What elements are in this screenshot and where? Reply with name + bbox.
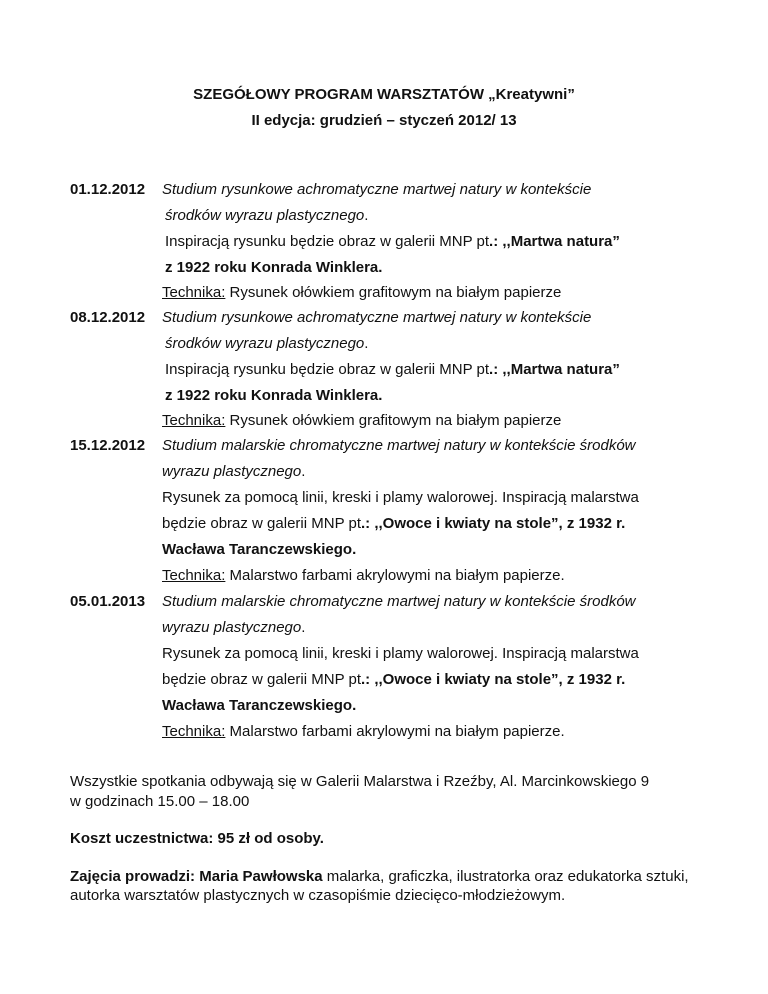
- entry-date: 01.12.2012: [70, 181, 146, 198]
- entry-theme-line1: Studium rysunkowe achromatyczne martwej natury w kontekście: [162, 309, 592, 326]
- document-title: SZEGÓŁOWY PROGRAM WARSZTATÓW „Kreatywni”: [193, 86, 575, 103]
- instructor-description: malarka, graficzka, ilustratorka oraz edukatorka sztuki, autorka warsztatów plastycznych w czasopiśmie dziecięco-młodzieżowym.: [70, 868, 689, 904]
- entry-theme-line2: wyrazu plastycznego.: [162, 619, 306, 636]
- entry-date: 15.12.2012: [70, 437, 146, 454]
- entry-theme-line2: wyrazu plastycznego.: [162, 463, 306, 480]
- entry-technique: Technika: Rysunek ołówkiem grafitowym na białym papierze: [162, 412, 562, 429]
- entry-artwork-author: z 1922 roku Konrada Winklera.: [165, 259, 383, 276]
- entry-inspiration-line: Inspiracją rysunku będzie obraz w galerii MNP pt.: ,,Martwa natura”: [165, 233, 620, 250]
- cost-line: Koszt uczestnictwa: 95 zł od osoby.: [70, 830, 324, 847]
- entry-inspiration-line: będzie obraz w galerii MNP pt.: ,,Owoce i kwiaty na stole”, z 1932 r.: [162, 671, 626, 688]
- location-line: Wszystkie spotkania odbywają się w Galerii Malarstwa i Rzeźby, Al. Marcinkowskiego 9: [70, 773, 650, 790]
- entry-theme-line1: Studium rysunkowe achromatyczne martwej natury w kontekście: [162, 181, 592, 198]
- document-subtitle: II edycja: grudzień – styczeń 2012/ 13: [251, 112, 517, 129]
- entry-technique: Technika: Rysunek ołówkiem grafitowym na białym papierze: [162, 284, 562, 301]
- instructor-paragraph: [70, 867, 690, 905]
- entry-artwork-author: Wacława Taranczewskiego.: [162, 541, 357, 558]
- entry-theme-line2: środków wyrazu plastycznego.: [165, 335, 369, 352]
- instructor-label: Zajęcia prowadzi: Maria Pawłowska: [70, 868, 323, 885]
- hours-line: w godzinach 15.00 – 18.00: [70, 793, 250, 810]
- entry-artwork-author: z 1922 roku Konrada Winklera.: [165, 387, 383, 404]
- entry-artwork-author: Wacława Taranczewskiego.: [162, 697, 357, 714]
- entry-inspiration-line: Inspiracją rysunku będzie obraz w galerii MNP pt.: ,,Martwa natura”: [165, 361, 620, 378]
- entry-drawing-line: Rysunek za pomocą linii, kreski i plamy walorowej. Inspiracją malarstwa: [162, 645, 639, 662]
- entry-theme-line1: Studium malarskie chromatyczne martwej natury w kontekście środków: [162, 437, 636, 454]
- entry-technique: Technika: Malarstwo farbami akrylowymi na białym papierze.: [162, 567, 565, 584]
- entry-drawing-line: Rysunek za pomocą linii, kreski i plamy walorowej. Inspiracją malarstwa: [162, 489, 639, 506]
- entry-date: 08.12.2012: [70, 309, 146, 326]
- entry-technique: Technika: Malarstwo farbami akrylowymi na białym papierze.: [162, 723, 565, 740]
- entry-theme-line2: środków wyrazu plastycznego.: [165, 207, 369, 224]
- entry-date: 05.01.2013: [70, 593, 146, 610]
- entry-theme-line1: Studium malarskie chromatyczne martwej natury w kontekście środków: [162, 593, 636, 610]
- entry-inspiration-line: będzie obraz w galerii MNP pt.: ,,Owoce i kwiaty na stole”, z 1932 r.: [162, 515, 626, 532]
